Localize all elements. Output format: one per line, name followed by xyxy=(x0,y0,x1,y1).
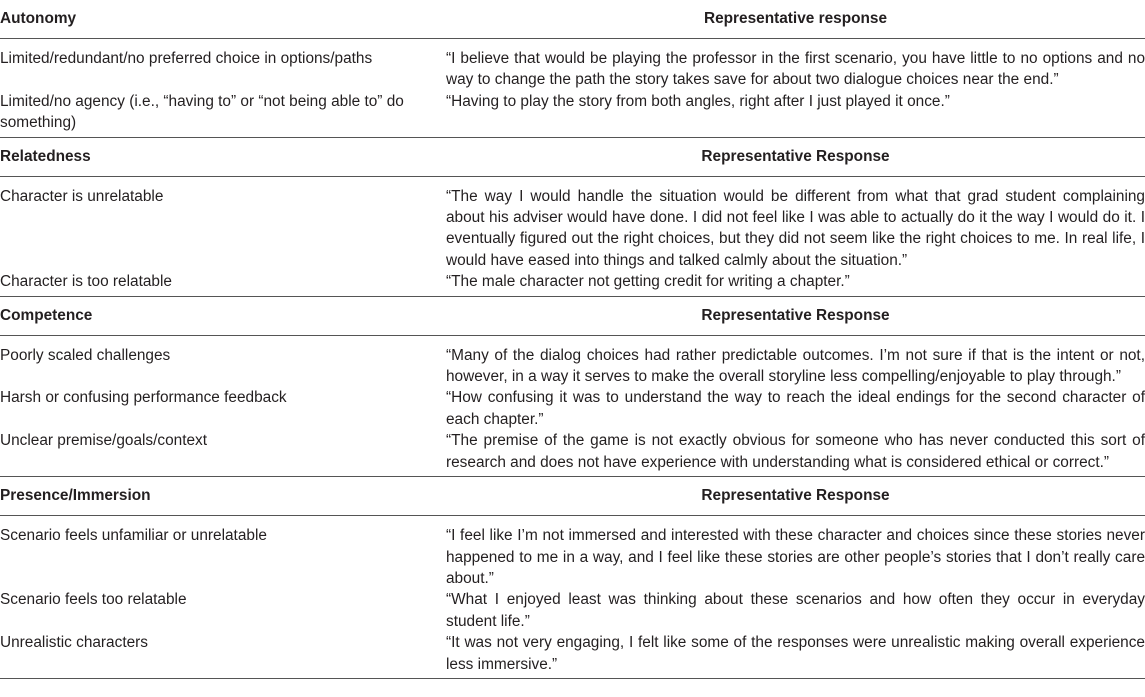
response-cell: “How confusing it was to understand the way to reach the ideal endings for the second character of each chapter.” xyxy=(446,389,1145,428)
theme-cell: Harsh or confusing performance feedback xyxy=(0,389,287,407)
response-cell: “What I enjoyed least was thinking about these scenarios and how often they occur in everyday student life.” xyxy=(446,591,1145,630)
table-row xyxy=(0,516,1145,590)
section-header-autonomy xyxy=(0,0,1145,39)
theme-cell: Unrealistic characters xyxy=(0,632,446,678)
table-row xyxy=(0,271,1145,296)
table-row xyxy=(0,39,1145,91)
theme-cell: Unclear premise/goals/context xyxy=(0,432,208,450)
category-heading: Presence/Immersion xyxy=(0,477,446,516)
response-heading: Representative Response xyxy=(446,137,1145,176)
table-row xyxy=(0,335,1145,387)
section-header-relatedness xyxy=(0,137,1145,176)
theme-cell: Character is too relatable xyxy=(0,273,172,291)
response-cell: “The male character not getting credit for writing a chapter.” xyxy=(446,273,850,291)
table-row xyxy=(0,632,1145,678)
response-heading: Representative response xyxy=(446,0,1145,39)
category-heading: Competence xyxy=(0,296,446,335)
category-heading: Relatedness xyxy=(0,137,446,176)
theme-cell: Limited/redundant/no preferred choice in options/paths xyxy=(0,50,373,67)
response-cell: “I believe that would be playing the professor in the first scenario, you have little to no options and no way to change the path the story takes save for about two dialogue choices near the end.” xyxy=(446,50,1145,89)
table-row xyxy=(0,176,1145,271)
response-cell: “The way I would handle the situation would be different from what that grad student complaining about his adviser would have done. I did not feel like I was able to actually do it the way I would do it. I eventually figured out the right choices, but they did not seem like the right choices to me. In real life, I would have eased into things and talked calmly about the situation.” xyxy=(446,187,1145,269)
theme-cell: Limited/no agency (i.e., “having to” or “not being able to” do something) xyxy=(0,92,404,132)
table-row xyxy=(0,387,1145,430)
theme-cell: Scenario feels too relatable xyxy=(0,591,187,609)
response-cell: “It was not very engaging, I felt like some of the responses were unrealistic making overall experience less immersive.” xyxy=(446,632,1145,678)
response-cell: “The premise of the game is not exactly obvious for someone who has never conducted this sort of research and does not have experience with understanding what is considered ethical or correct.” xyxy=(446,432,1145,471)
table-row xyxy=(0,430,1145,476)
table-row xyxy=(0,91,1145,137)
theme-cell: Poorly scaled challenges xyxy=(0,346,171,364)
section-header-competence xyxy=(0,296,1145,335)
response-heading: Representative Response xyxy=(446,477,1145,516)
response-heading: Representative Response xyxy=(446,296,1145,335)
response-cell: “Many of the dialog choices had rather predictable outcomes. I’m not sure if that is the intent or not, however, in a way it serves to make the overall storyline less compelling/enjoyable to play through.” xyxy=(446,346,1145,386)
response-cell: “Having to play the story from both angles, right after I just played it once.” xyxy=(446,92,950,110)
section-header-presence-immersion xyxy=(0,477,1145,516)
table-row xyxy=(0,589,1145,632)
theme-cell: Scenario feels unfamiliar or unrelatable xyxy=(0,527,267,545)
category-heading: Autonomy xyxy=(0,0,446,39)
theme-cell: Character is unrelatable xyxy=(0,187,164,205)
response-cell: “I feel like I’m not immersed and interested with these character and choices since these stories never happened to me in a way, and I feel like these stories are other people’s stories that I don’t really care about.” xyxy=(446,527,1145,587)
